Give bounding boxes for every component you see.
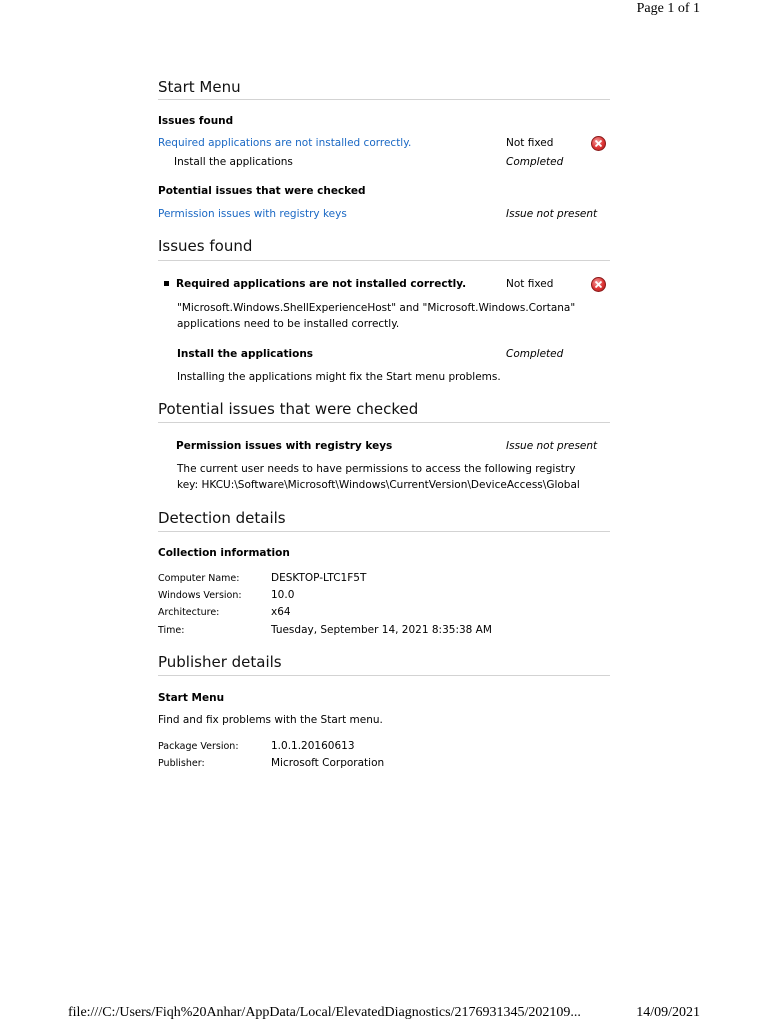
summary-action-label: Install the applications xyxy=(174,156,293,168)
detail-label: Time: xyxy=(158,625,185,636)
square-bullet-icon xyxy=(164,281,169,286)
summary-action-status: Completed xyxy=(506,156,564,168)
detail-label: Publisher: xyxy=(158,758,205,769)
detail-label: Package Version: xyxy=(158,741,239,752)
action-status: Completed xyxy=(506,348,564,360)
divider xyxy=(158,422,610,423)
detail-value: 10.0 xyxy=(271,589,295,601)
summary-potential-status: Issue not present xyxy=(506,208,598,220)
detail-label: Architecture: xyxy=(158,607,220,618)
detail-label: Computer Name: xyxy=(158,573,240,584)
action-title: Install the applications xyxy=(177,348,314,360)
issue-description-line-1: "Microsoft.Windows.ShellExperienceHost" and "Microsoft.Windows.Cortana" xyxy=(177,302,576,314)
detail-value: Tuesday, September 14, 2021 8:35:38 AM xyxy=(271,624,492,636)
detail-value: x64 xyxy=(271,606,291,618)
page-number: Page 1 of 1 xyxy=(636,1,700,16)
summary-potential-link[interactable]: Permission issues with registry keys xyxy=(158,208,347,220)
issue-description-line-2: applications need to be installed correctly. xyxy=(177,318,400,330)
footer-date: 14/09/2021 xyxy=(636,1005,700,1020)
summary-issue-link[interactable]: Required applications are not installed correctly. xyxy=(158,137,412,149)
potential-issue-title: Permission issues with registry keys xyxy=(176,440,393,452)
collection-information-label: Collection information xyxy=(158,547,290,559)
summary-issue-status: Not fixed xyxy=(506,137,554,149)
error-x-icon xyxy=(591,277,606,292)
footer-file-path: file:///C:/Users/Fiqh%20Anhar/AppData/Local/ElevatedDiagnostics/2176931345/202109... xyxy=(68,1005,581,1020)
report-title: Start Menu xyxy=(158,78,241,96)
potential-issues-heading: Potential issues that were checked xyxy=(158,400,419,418)
divider xyxy=(158,531,610,532)
action-description: Installing the applications might fix the Start menu problems. xyxy=(177,371,501,383)
detail-value: 1.0.1.20160613 xyxy=(271,740,355,752)
issue-title: Required applications are not installed correctly. xyxy=(176,278,467,290)
potential-issue-status: Issue not present xyxy=(506,440,598,452)
publisher-details-heading: Publisher details xyxy=(158,653,282,671)
divider xyxy=(158,675,610,676)
issue-status: Not fixed xyxy=(506,278,554,290)
potential-issue-description-line-2: key: HKCU:\Software\Microsoft\Windows\CurrentVersion\DeviceAccess\Global xyxy=(177,479,580,491)
potential-issue-description-line-1: The current user needs to have permissions to access the following registry xyxy=(177,463,576,475)
summary-potential-label: Potential issues that were checked xyxy=(158,185,366,197)
divider xyxy=(158,99,610,100)
detail-value: Microsoft Corporation xyxy=(271,757,385,769)
issues-found-heading: Issues found xyxy=(158,237,253,255)
detail-value: DESKTOP-LTC1F5T xyxy=(271,572,367,584)
detection-details-heading: Detection details xyxy=(158,509,286,527)
detail-label: Windows Version: xyxy=(158,590,242,601)
publisher-description: Find and fix problems with the Start menu. xyxy=(158,714,383,726)
summary-issues-found-label: Issues found xyxy=(158,115,234,127)
publisher-product-name: Start Menu xyxy=(158,692,225,704)
divider xyxy=(158,260,610,261)
error-x-icon xyxy=(591,136,606,151)
